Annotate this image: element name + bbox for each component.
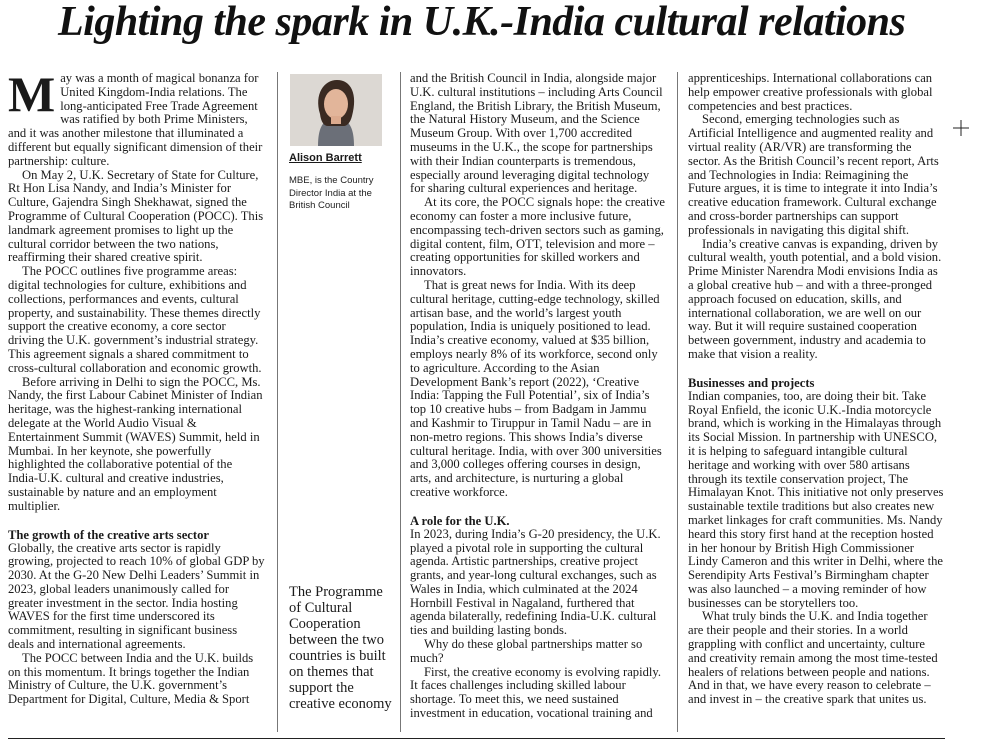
paragraph: apprenticeships. International collaborations can help empower creative professionals with global competencies and best practices. [688, 71, 933, 113]
subheading: A role for the U.K. [410, 513, 510, 528]
paragraph: What truly binds the U.K. and India together are their people and their stories. In a world grappling with conflict and uncertainty, culture and creativity remain among the most time-tested healers of relations between people and nations. And in that, we have every reason to celebrate – and invest in – the creative spark that unites us. [688, 609, 938, 707]
paragraph: That is great news for India. With its deep cultural heritage, cutting-edge technology, skilled artisan base, and the world’s largest youth population, India is uniquely positioned to lead. India’s creative economy, valued at $35 billion, employs nearly 8% of its workforce, second only to agriculture. According to the Asian Development Bank’s report (2022), ‘Creative India: Tapping the Full Potential’, six of India’s top 10 creative hubs – from Badgam in Jammu and Kashmir to Tiruppur in Tamil Nadu – are in non-metro regions. This shows India’s diverse cultural heritage. India, with over 300 universities and 3,000 colleges offering courses in design, arts, and architecture, is nurturing a global creative workforce. [410, 277, 662, 499]
paragraph: The POCC between India and the U.K. builds on this momentum. It brings together the Indian Ministry of Culture, the U.K. government’s Department for Digital, Culture, Media & Sport [8, 650, 254, 707]
author-portrait-icon [290, 74, 382, 146]
paragraph: The POCC outlines five programme areas: digital technologies for culture, exhibitions and collections, performances and events, cultural property, and sustainability. These themes directly support the creative economy, a core sector driving the U.K. government’s industrial strategy. This agreement signals a shared commitment to cross-cultural collaboration and economic growth. [8, 264, 262, 375]
subheading: The growth of the creative arts sector [8, 527, 209, 542]
paragraph: First, the creative economy is evolving rapidly. It faces challenges including skilled labour shortage. To meet this, we need sustained investment in education, vocational training and [410, 664, 662, 721]
paragraph: Second, emerging technologies such as Artificial Intelligence and augmented reality and virtual reality (AR/VR) are transforming the sector. As the British Council’s recent report, Arts and Technologies in India: Reimagining the Future argues, it is time to integrate it into India’s creative education framework. Cultural exchange and cross-border partnerships can support professionals in navigating this digital shift. [688, 112, 939, 237]
pull-quote: The Programme of Cultural Cooperation between the two countries is built on themes that support the creative economy [289, 584, 392, 712]
paragraph: Why do these global partnerships matter so much? [410, 637, 643, 665]
paragraph: Globally, the creative arts sector is rapidly growing, projected to reach 10% of global GDP by 2030. At the G-20 New Delhi Leaders’ Summit in 2023, global leaders unanimously called for greater investment in the sector. India hosting WAVES for the first time underscored its commitment, resulting in significant business deals and international agreements. [8, 540, 265, 652]
column-divider [400, 72, 401, 732]
article-column-4 [688, 72, 944, 707]
paragraph: and the British Council in India, alongside major U.K. cultural institutions – including Arts Council England, the British Library, the British Museum, the Natural History Museum, and the Science Museum Group. With over 1,700 accredited museums in the U.K., the scope for partnerships with their Indian counterparts is tremendous, especially around leveraging digital technology for sharing cultural experiences and heritage. [410, 71, 663, 196]
author-bio: MBE, is the Country Director India at the British Council [289, 175, 374, 211]
article-column-3 [410, 72, 665, 721]
article-column-1 [8, 66, 265, 707]
author-name: Alison Barrett [289, 152, 362, 164]
crosshair-cursor-icon [953, 120, 969, 136]
paragraph: On May 2, U.K. Secretary of State for Culture, Rt Hon Lisa Nandy, and India’s Minister for Culture, Gajendra Singh Shekhawat, signed the Programme of Cultural Cooperation (POCC). This landmark agreement promises to light up the cultural corridor between the two nations, reaffirming their shared creative spirit. [8, 167, 264, 265]
paragraph: In 2023, during India’s G-20 presidency, the U.K. played a pivotal role in supporting the cultural agenda. Artistic partnerships, creative project grants, and year-long cultural exchanges, such as Wales in India, which culminated at the 2024 Hornbill Festival in Nagaland, furthered that agenda bilaterally, redefining India-U.K. cultural ties and building lasting bonds. [410, 526, 661, 638]
column-divider [277, 72, 278, 732]
dropcap: M [8, 66, 56, 122]
subheading: Businesses and projects [688, 375, 815, 390]
paragraph: At its core, the POCC signals hope: the creative economy can foster a more inclusive future, encompassing tech-driven sectors such as gaming, digital content, film, OTT, television and more – creating opportunities for skilled workers and innovators. [410, 195, 665, 279]
column-divider [677, 72, 678, 732]
paragraph: Indian companies, too, are doing their bit. Take Royal Enfield, the iconic U.K.-India motorcycle brand, which is working in the Himalayas through its Social Mission. In partnership with UNESCO, it is helping to safeguard intangible cultural heritage and working with over 580 artisans through its textile conservation project, The Himalayan Knot. This initiative not only preserves sustainable textile traditions but also creates new market linkages for craft communities. Ms. Nandy heard this story first hand at the reception hosted in her honour by British High Commissioner Lindy Cameron and this writer in Delhi, where the Serendipity Arts Festival’s Birmingham chapter was also launched – a moving reminder of how businesses can be storytellers too. [688, 388, 944, 610]
bottom-rule [8, 738, 945, 739]
paragraph: Before arriving in Delhi to sign the POCC, Ms. Nandy, the first Labour Cabinet Minister of Indian heritage, was the highest-ranking international delegate at the World Audio Visual & Entertainment Summit (WAVES) Summit, held in Mumbai. In her keynote, she powerfully highlighted the collaborative potential of the India-U.K. cultural and creative industries, sustainable by nature and an employment multiplier. [8, 374, 263, 513]
headline: Lighting the spark in U.K.-India cultural relations [58, 0, 906, 45]
paragraph: May was a month of magical bonanza for United Kingdom-India relations. The long-anticipated Free Trade Agreement was ratified by both Prime Ministers, and it was another milestone that illuminated a different but equally significant dimension of their partnership: culture. [8, 66, 263, 168]
paragraph: India’s creative canvas is expanding, driven by cultural wealth, youth potential, and a bold vision. Prime Minister Narendra Modi envisions India as a global creative hub – and with a three-pronged approach focused on education, skills, and international collaboration, we are well on our way. But it will require sustained cooperation between government, industry and academia to make that vision a reality. [688, 236, 942, 361]
